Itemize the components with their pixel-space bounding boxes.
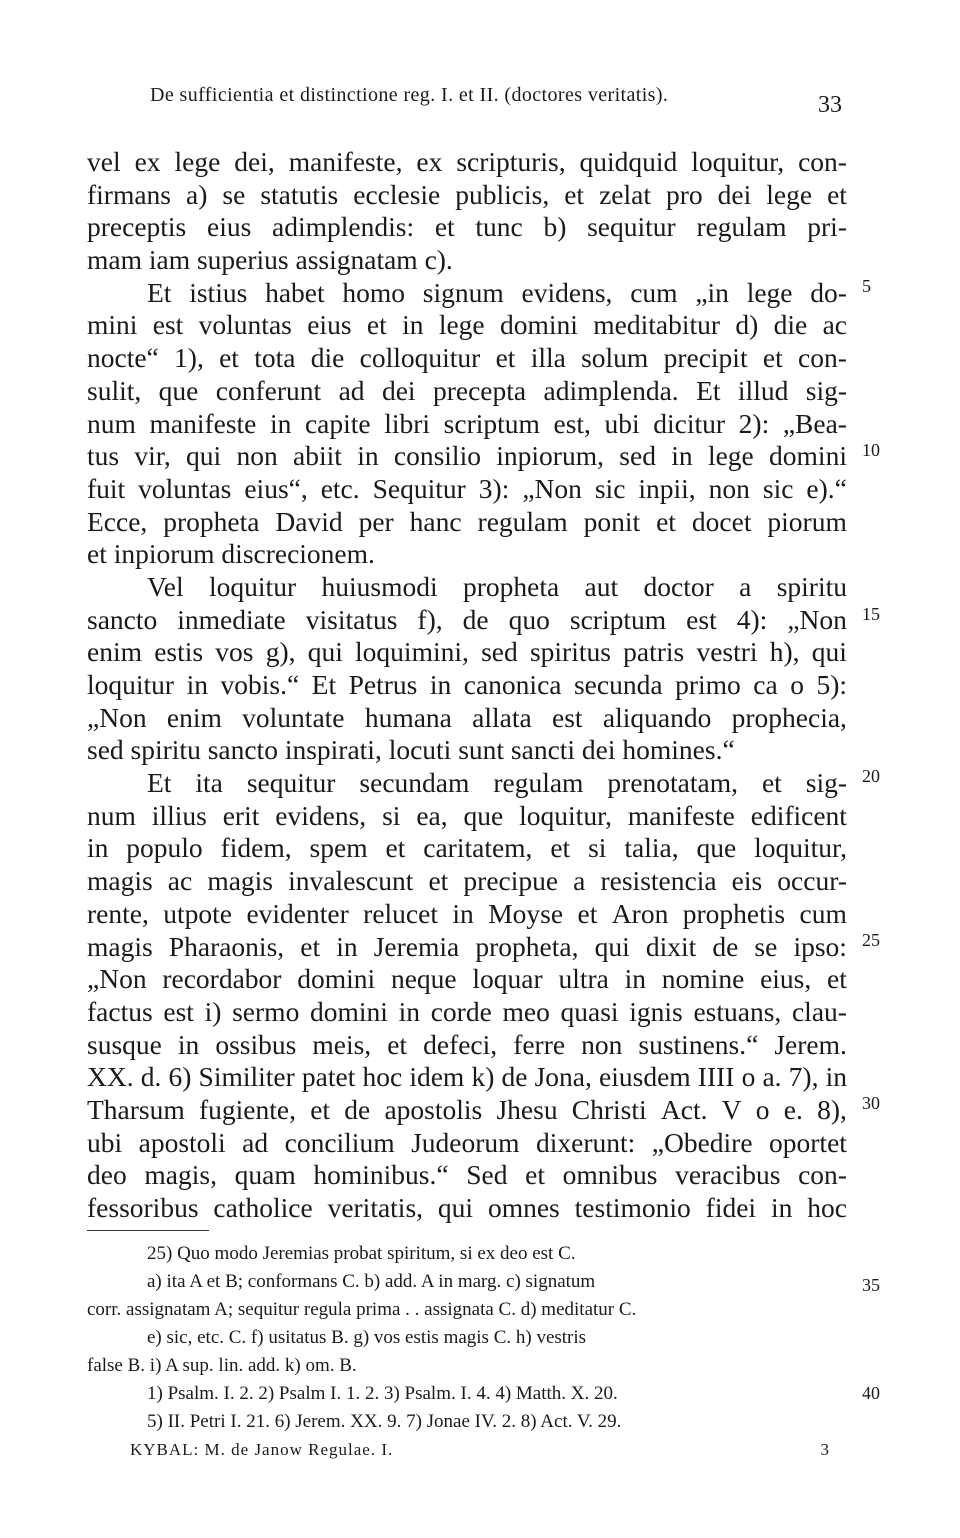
line-number-40: 40 [862,1383,880,1403]
signature-text: KYBAL: M. de Janow Regulae. I. [130,1440,394,1459]
text-line: factus est i) sermo domini in corde meo quasi ignis estuans, clau- [87,995,847,1027]
running-head: De sufficientia et distinctione reg. I. et II. (doctores veritatis). [150,84,669,106]
text-line: Tharsum fugiente, et de apostolis Jhesu Christi Act. V o e. 8), [87,1093,847,1125]
text-line: tus vir, qui non abiit in consilio inpiorum, sed in lege domini [87,440,847,472]
text-line: vel ex lege dei, manifeste, ex scripturis, quidquid loquitur, con- [87,146,847,177]
text-line: Et ita sequitur secundam regulam prenotatam, et sig- [147,767,847,799]
text-line: et inpiorum discrecionem. [87,538,375,570]
text-line: XX. d. 6) Similiter patet hoc idem k) de Jona, eiusdem IIII o a. 7), in [87,1061,847,1093]
footnote-line: a) ita A et B; conformans C. b) add. A in marg. c) signatum [147,1271,596,1292]
signature-number: 3 [820,1440,830,1459]
text-line: „Non recordabor domini neque loquar ultra in nomine eius, et [87,963,847,995]
text-line: enim estis vos g), qui loquimini, sed spiritus patris vestri h), qui [87,636,847,668]
text-line: fessoribus catholice veritatis, qui omnes testimonio fidei in hoc [87,1192,847,1223]
text-line: „Non enim voluntate humana allata est aliquando prophecia, [87,701,847,733]
footnote-line: 1) Psalm. I. 2. 2) Psalm I. 1. 2. 3) Psalm. I. 4. 4) Matth. X. 20. [147,1383,618,1404]
text-line: Et istius habet homo signum evidens, cum „in lege do- [147,276,847,308]
text-line: preceptis eius adimplendis: et tunc b) sequitur regulam pri- [87,211,847,243]
text-line: magis Pharaonis, et in Jeremia propheta, qui dixit de se ipso: [87,930,847,962]
line-number-30: 30 [862,1093,880,1113]
text-line: nocte“ 1), et tota die colloquitur et illa solum precipit et con- [87,342,847,374]
main-text-block [87,146,847,1225]
footnote-line: corr. assignatam A; sequitur regula prima . . assignata C. d) meditatur C. [87,1299,637,1320]
text-line: sulit, que conferunt ad dei precepta adimplenda. Et illud sig- [87,374,847,406]
line-number-20: 20 [862,766,880,786]
text-line: deo magis, quam hominibus.“ Sed et omnibus veracibus con- [87,1159,847,1191]
line-number-25: 25 [862,930,880,950]
footnote-line: 5) II. Petri I. 21. 6) Jerem. XX. 9. 7) Jonae IV. 2. 8) Act. V. 29. [147,1411,622,1432]
footnote-line: 25) Quo modo Jeremias probat spiritum, si ex deo est C. [147,1243,576,1264]
text-line: rente, utpote evidenter relucet in Moyse et Aron prophetis cum [87,897,847,929]
text-line: sed spiritu sancto inspirati, locuti sunt sancti dei homines.“ [87,734,735,766]
text-line: mam iam superius assignatam c). [87,244,453,276]
text-line: Ecce, propheta David per hanc regulam ponit et docet piorum [87,505,847,537]
footnote-line: e) sic, etc. C. f) usitatus B. g) vos estis magis C. h) vestris [147,1327,587,1348]
text-line: num illius erit evidens, si ea, que loquitur, manifeste edificent [87,799,847,831]
footnote-rule [87,1230,209,1231]
text-line: susque in ossibus meis, et defeci, ferre non sustinens.“ Jerem. [87,1028,847,1060]
printer-signature [130,1440,830,1460]
text-line: ubi apostoli ad concilium Judeorum dixerunt: „Obedire oportet [87,1126,847,1158]
line-number-10: 10 [862,440,880,460]
text-line: mini est voluntas eius et in lege domini meditabitur d) die ac [87,309,847,341]
footnotes-block [87,1240,847,1436]
text-line: num manifeste in capite libri scriptum est, ubi dicitur 2): „Bea- [87,407,847,439]
line-number-5: 5 [862,276,871,296]
text-line: loquitur in vobis.“ Et Petrus in canonica secunda primo ca o 5): [87,669,847,700]
text-line: Vel loquitur huiusmodi propheta aut doctor a spiritu [147,570,847,602]
line-number-15: 15 [862,604,880,624]
text-line: firmans a) se statutis ecclesie publicis, et zelat pro dei lege et [87,178,847,210]
text-line: magis ac magis invalescunt et precipue a resistencia eis occur- [87,865,847,897]
text-line: in populo fidem, spem et caritatem, et si talia, que loquitur, [87,832,847,864]
footnote-line: false B. i) A sup. lin. add. k) om. B. [87,1355,357,1376]
page-number: 33 [818,92,842,118]
text-line: fuit voluntas eius“, etc. Sequitur 3): „Non sic inpii, non sic e).“ [87,472,847,504]
text-line: sancto inmediate visitatus f), de quo scriptum est 4): „Non [87,603,847,635]
line-number-35: 35 [862,1275,880,1295]
